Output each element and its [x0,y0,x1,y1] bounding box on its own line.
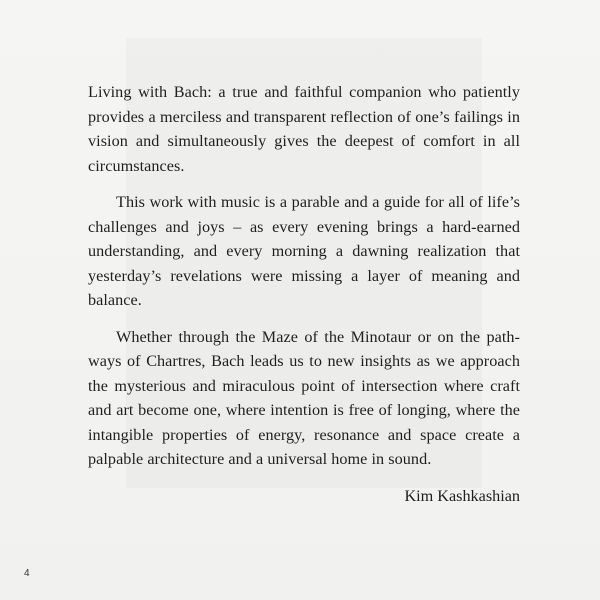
paragraph-1: Living with Bach: a true and faithful companion who patiently provides a merciless and transparent reflection of one’s failings in vision and simultaneously gives the deepest of comfort in all circumstances. [88,83,520,175]
essay-text-block [88,80,520,508]
paragraph-2: This work with music is a parable and a guide for all of life’s challenges and joys – as every evening brings a hard-earned understanding, and every morning a dawning realization that yesterday’s revelations were missing a layer of meaning and balance. [88,193,520,309]
paragraph-3: Whether through the Maze of the Minotaur or on the path- ways of Chartres, Bach leads us to new insights as we approach the mysterious and miraculous point of intersection where craft and art become one, where intention is free of longing, where the intangible properties of energy, resonance and space create a palpable architecture and a universal home in sound. [88,327,520,468]
author-signature: Kim Kashkashian [404,486,520,505]
page-number: 4 [24,568,30,579]
